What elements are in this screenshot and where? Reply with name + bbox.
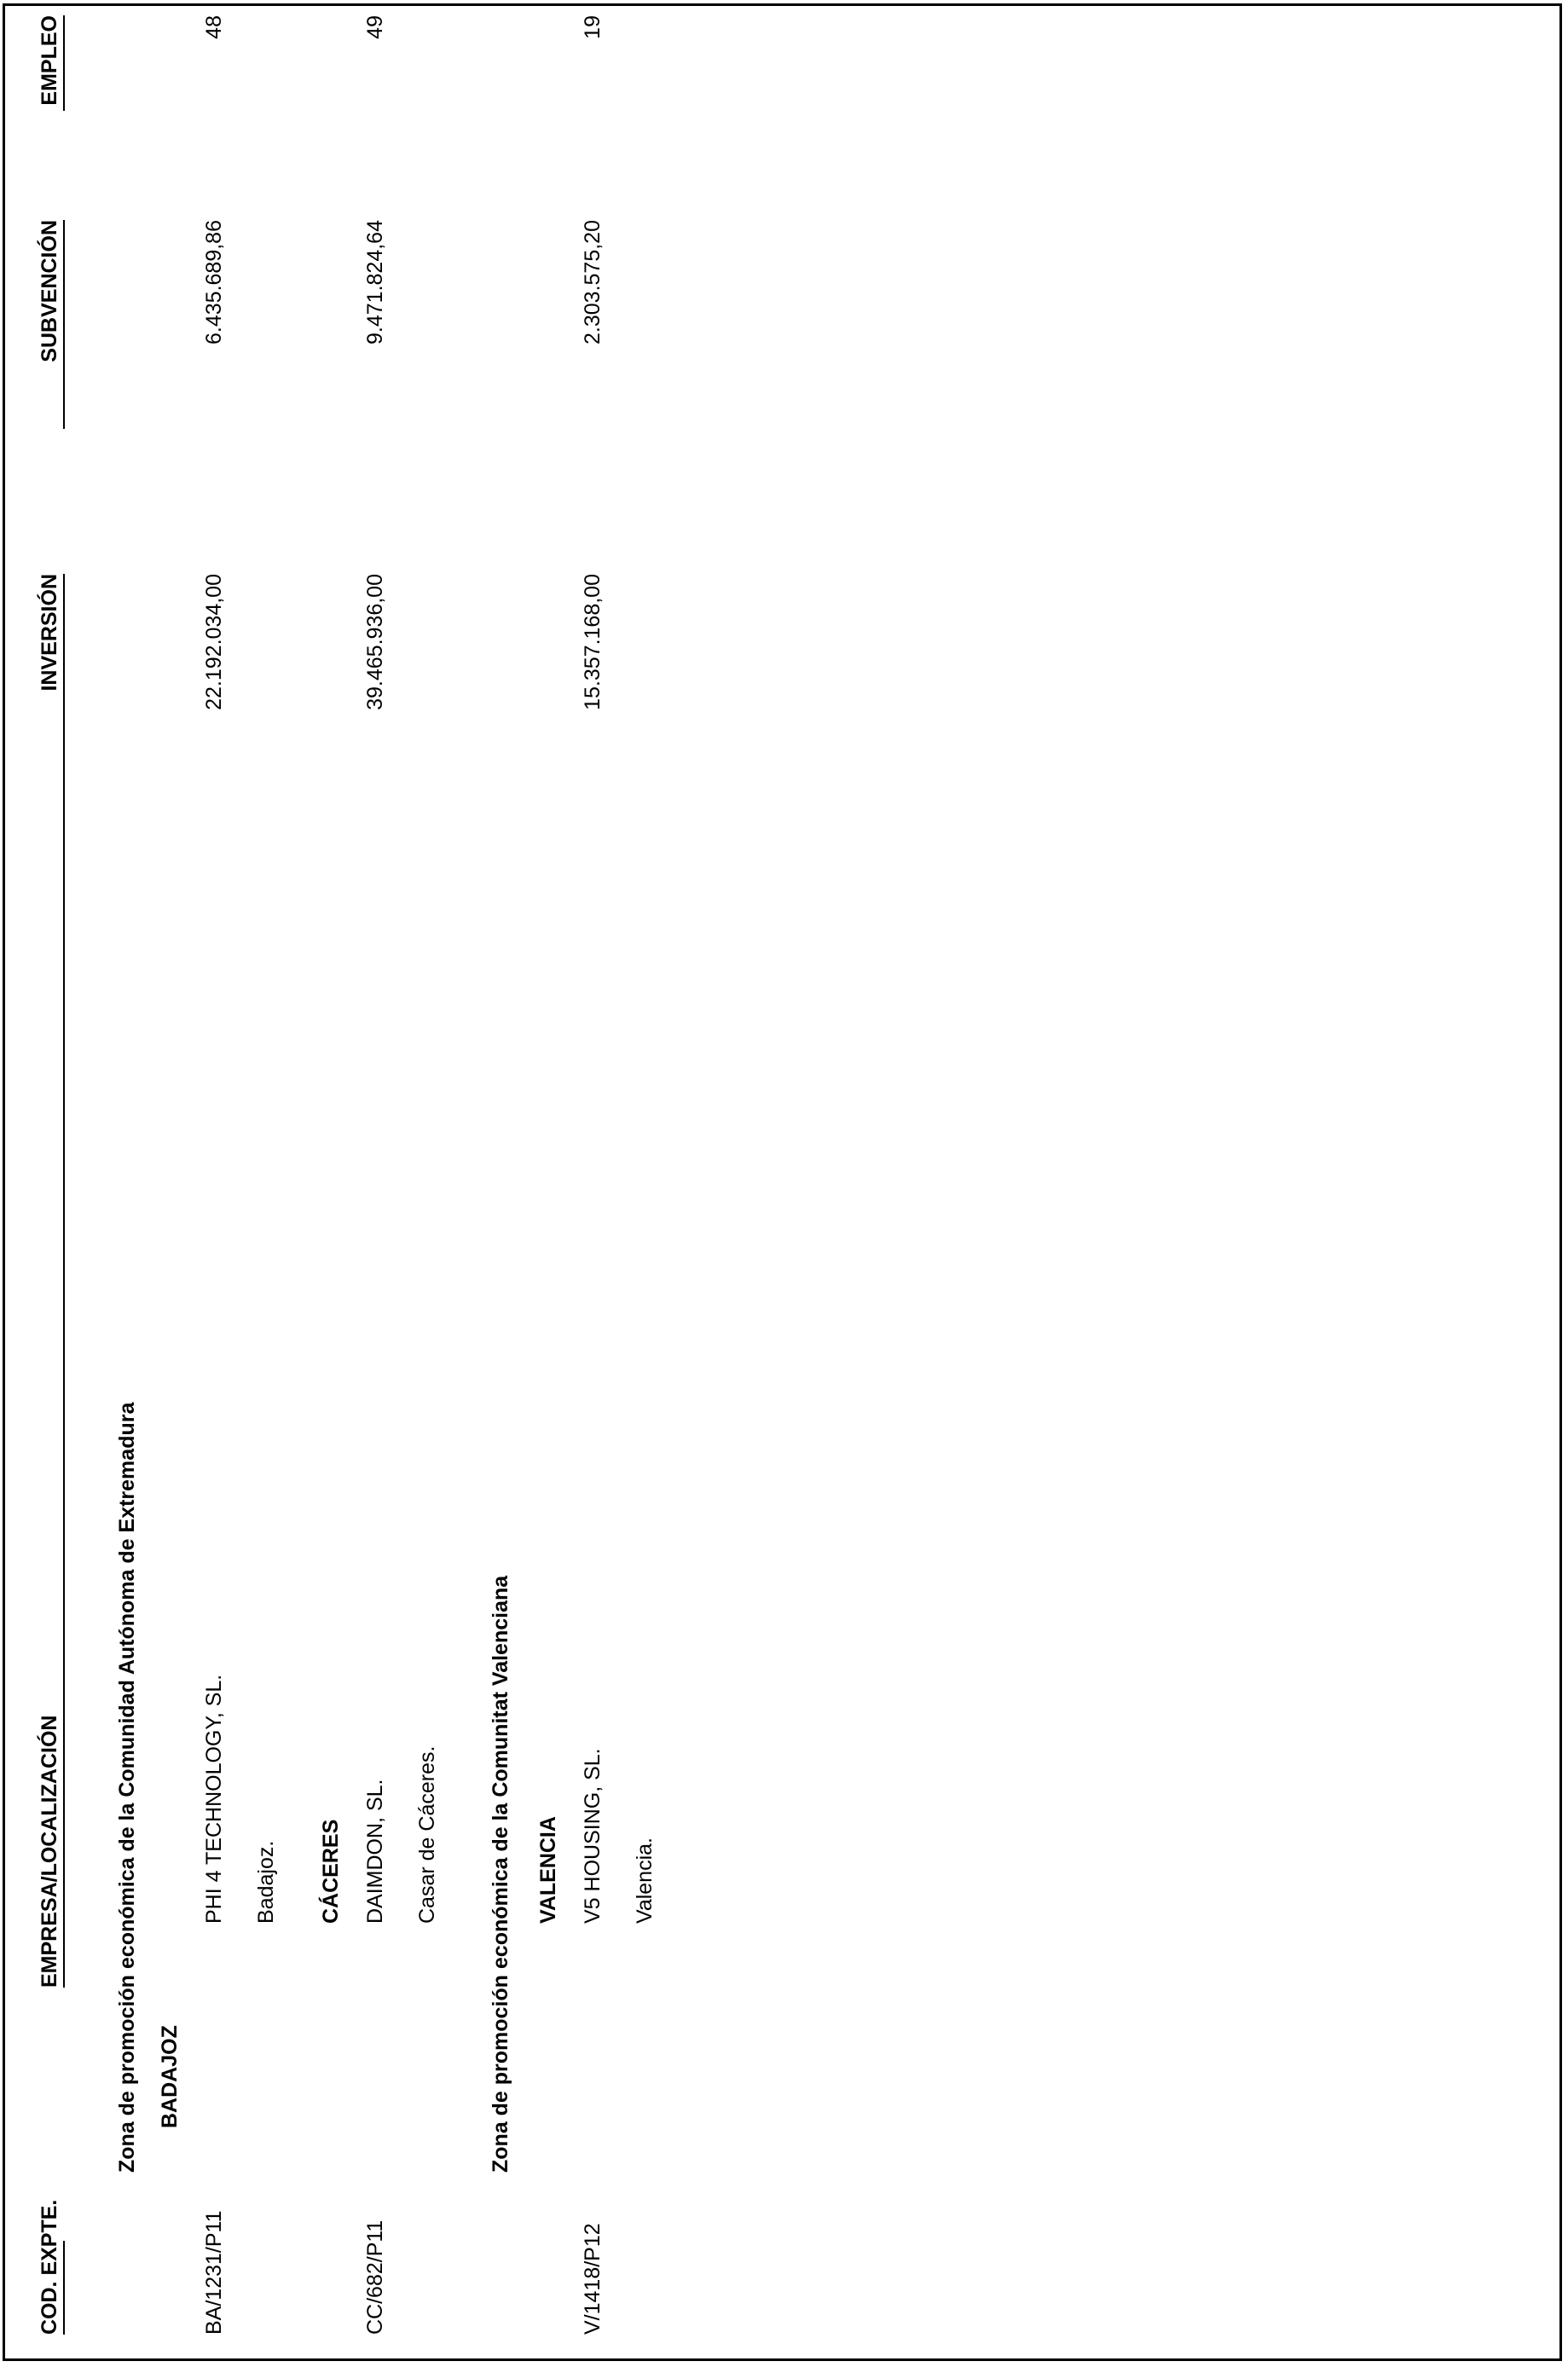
table-row-empresa: PHI 4 TECHNOLOGY, SL. [202,1674,226,1924]
rotated-table-sheet [34,15,1535,2335]
header-empresa-localizacion: EMPRESA/LOCALIZACIÓN [38,1715,61,1988]
table-row-subvencion: 9.471.824,64 [363,220,387,344]
zone-heading: Zona de promoción económica de la Comunitat Valenciana [489,1575,512,2173]
province-heading: VALENCIA [536,1816,560,1924]
province-heading: BADAJOZ [158,2025,182,2128]
table-row-cod: BA/1231/P11 [202,2210,226,2335]
header-subvencion: SUBVENCIÓN [38,220,61,362]
table-row-empresa: DAIMDON, SL. [363,1779,387,1924]
table-row-localizacion: Badajoz. [254,1840,278,1924]
table-row-subvencion: 2.303.575,20 [581,220,605,344]
zone-heading: Zona de promoción económica de la Comunidad Autónoma de Extremadura [115,1402,139,2173]
header-rule-cod [63,2241,65,2335]
province-heading: CÁCERES [319,1819,343,1924]
header-cod-expte: COD. EXPTE. [38,2199,61,2335]
table-row-subvencion: 6.435.689,86 [202,220,226,344]
table-row-inversion: 15.357.168,00 [581,574,605,710]
table-row-inversion: 22.192.034,00 [202,574,226,710]
table-row-cod: V/1418/P12 [581,2223,605,2335]
header-rule-empleo [63,15,65,111]
header-inversion: INVERSIÓN [38,574,61,692]
table-row-inversion: 39.465.936,00 [363,574,387,710]
table-row-empresa: V5 HOUSING, SL. [581,1748,605,1924]
table-row-localizacion: Valencia. [633,1837,657,1924]
table-row-cod: CC/682/P11 [363,2219,387,2335]
table-row-empleo: 19 [581,15,605,39]
header-rule-subvencion [63,220,65,429]
table-row-localizacion: Casar de Cáceres. [415,1745,439,1924]
table-row-empleo: 48 [202,15,226,39]
header-rule-empresa [63,574,65,1988]
table-row-empleo: 49 [363,15,387,39]
header-empleo: EMPLEO [38,15,61,106]
